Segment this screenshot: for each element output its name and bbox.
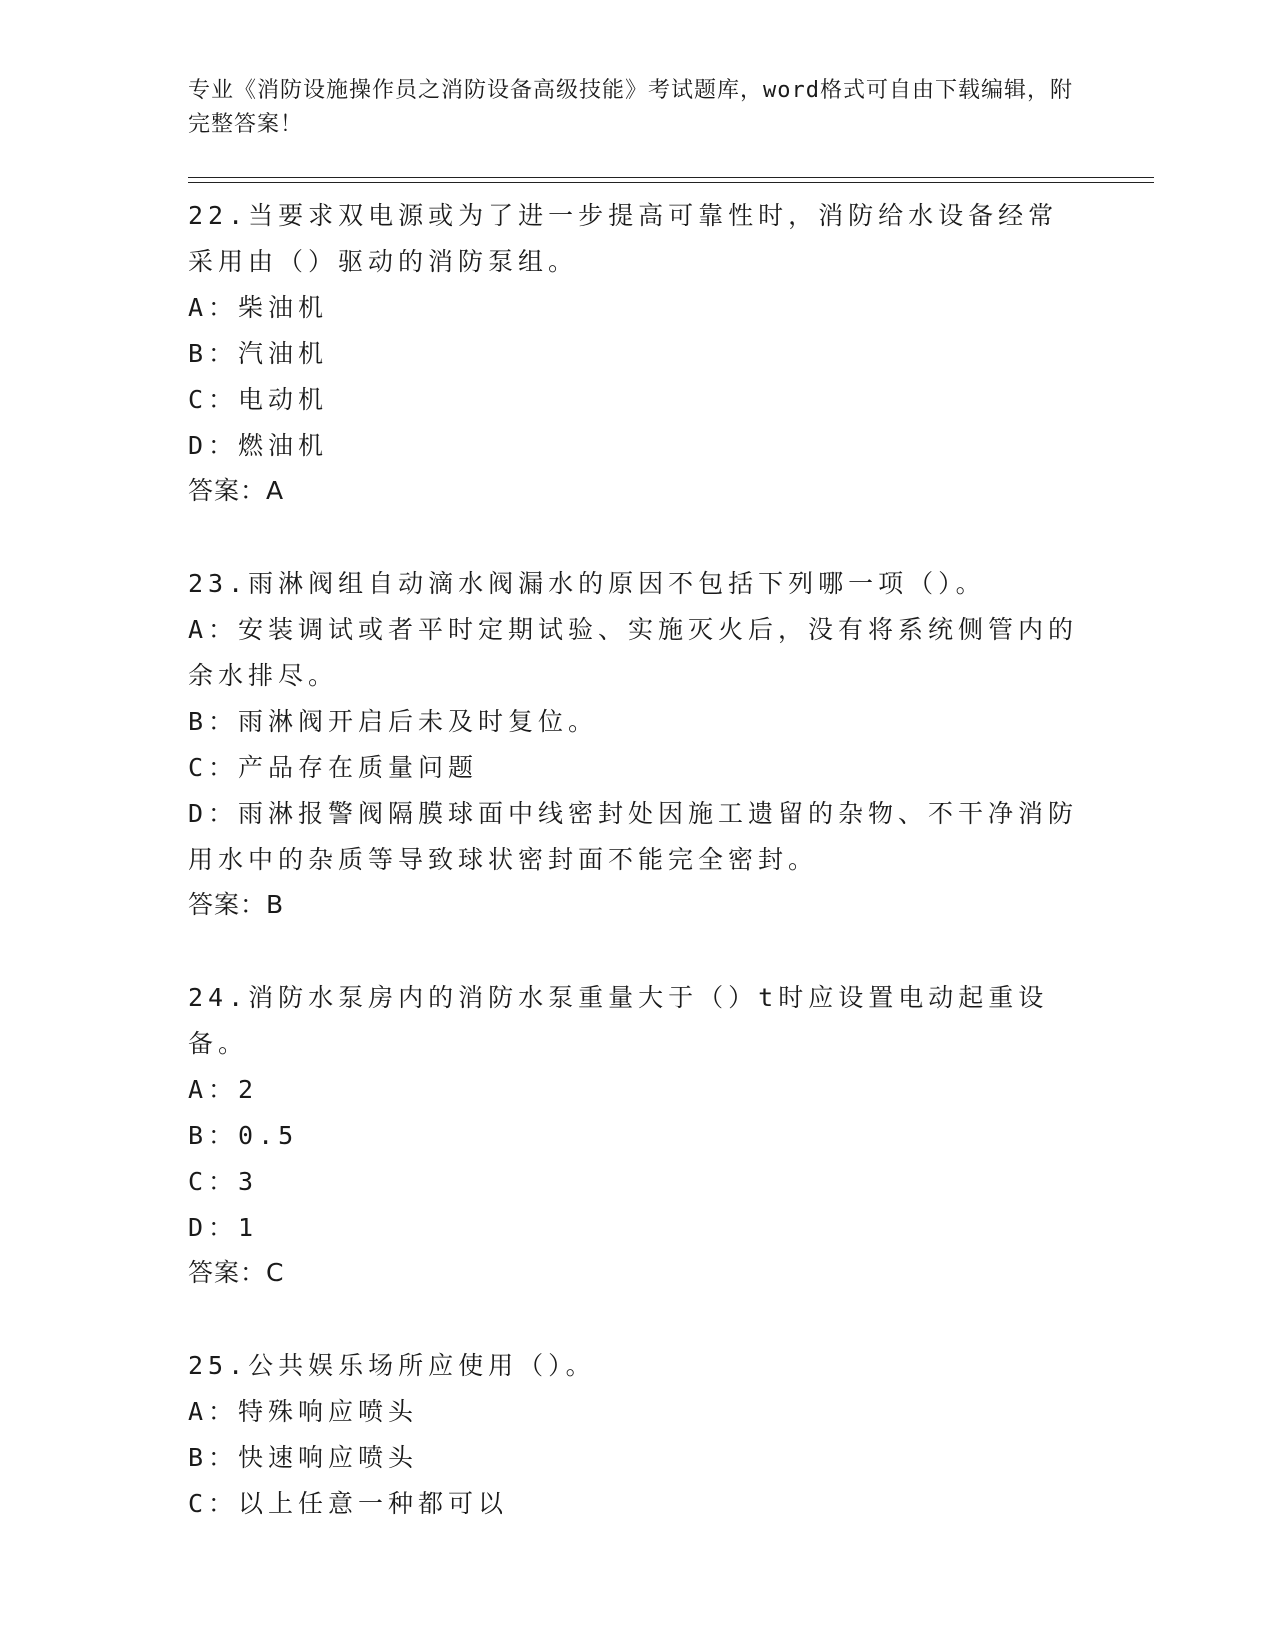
option-c: C：以上任意一种都可以 <box>188 1489 509 1518</box>
option-d: D：燃油机 <box>188 431 329 460</box>
option-a: A：安装调试或者平时定期试验、实施灭火后，没有将系统侧管内的余水排尽。 <box>188 615 1079 690</box>
question-23 <box>188 561 1088 927</box>
answer-line: 答案：B <box>188 890 285 919</box>
option-b: B：雨淋阀开启后未及时复位。 <box>188 707 599 736</box>
option-c: C：产品存在质量问题 <box>188 753 479 782</box>
header-divider-top <box>188 177 1154 178</box>
option-d: D：1 <box>188 1213 259 1242</box>
option-a: A：特殊响应喷头 <box>188 1397 419 1426</box>
option-a: A：2 <box>188 1075 259 1104</box>
document-header: 专业《消防设施操作员之消防设备高级技能》考试题库，word格式可自由下载编辑，附完整答案！ <box>188 78 1073 137</box>
option-a: A：柴油机 <box>188 293 329 322</box>
option-b: B：快速响应喷头 <box>188 1443 419 1472</box>
option-c: C：电动机 <box>188 385 329 414</box>
option-d: D：雨淋报警阀隔膜球面中线密封处因施工遗留的杂物、不干净消防用水中的杂质等导致球状密封面不能完全密封。 <box>188 799 1079 874</box>
question-stem: 24.消防水泵房内的消防水泵重量大于（）t时应设置电动起重设备。 <box>188 983 1049 1058</box>
question-list <box>188 193 1088 1575</box>
option-b: B：汽油机 <box>188 339 329 368</box>
question-stem: 25.公共娱乐场所应使用（）。 <box>188 1351 596 1380</box>
answer-line: 答案：A <box>188 476 285 505</box>
option-b: B：0.5 <box>188 1121 299 1150</box>
question-25 <box>188 1343 1088 1527</box>
header-divider-bottom <box>188 182 1154 183</box>
answer-line: 答案：C <box>188 1258 285 1287</box>
question-stem: 23.雨淋阀组自动滴水阀漏水的原因不包括下列哪一项（）。 <box>188 569 986 598</box>
question-24 <box>188 975 1088 1295</box>
question-22 <box>188 193 1088 513</box>
question-stem: 22.当要求双电源或为了进一步提高可靠性时，消防给水设备经常采用由（）驱动的消防泵组。 <box>188 201 1059 276</box>
option-c: C：3 <box>188 1167 259 1196</box>
